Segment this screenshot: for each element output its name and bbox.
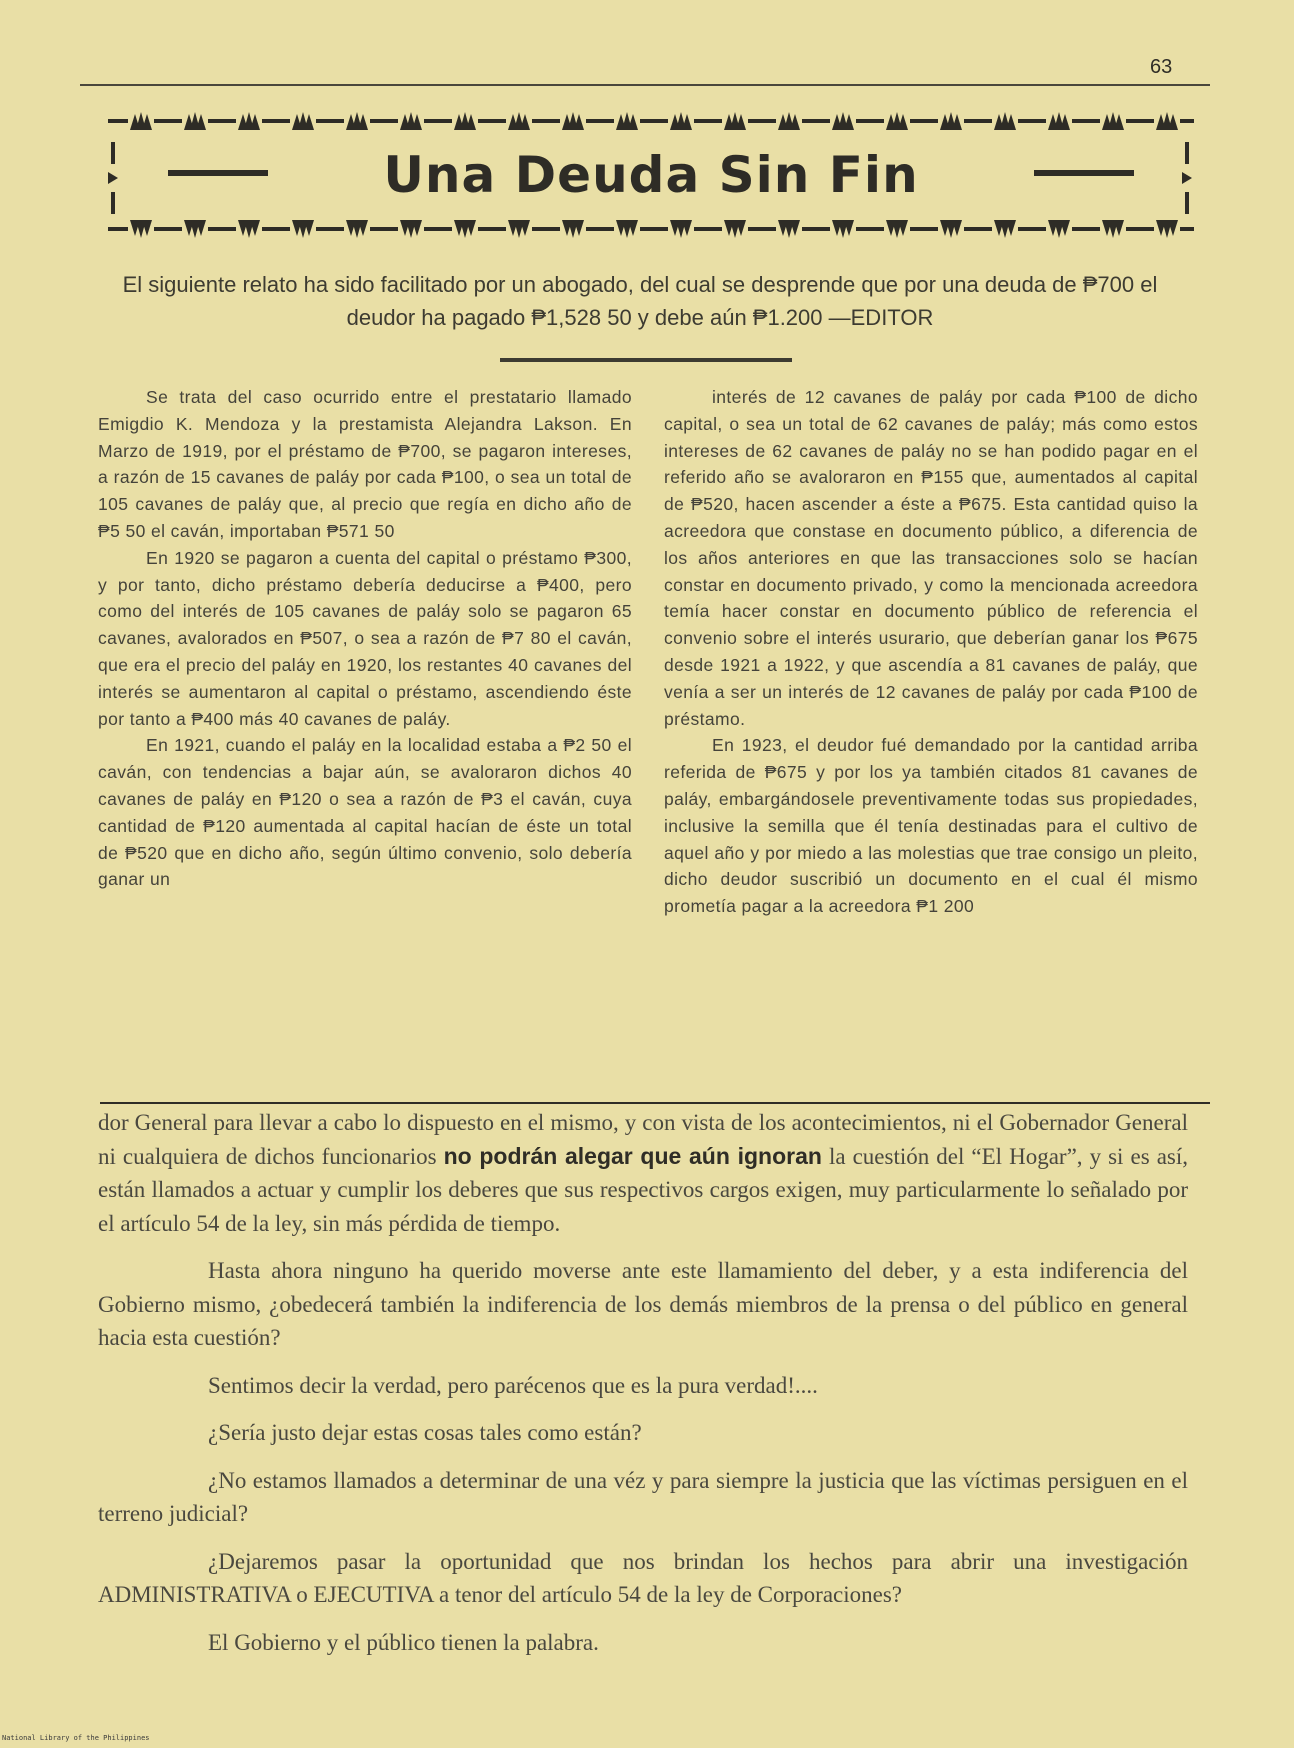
closing-bold-phrase: no podrán alegar que aún ignoran [443, 1142, 822, 1169]
page-number: 63 [1150, 56, 1173, 78]
article-paragraph: En 1921, cuando el paláy en la localidad estaba a ₱2 50 el caván, con tendencias a bajar aún, se avaloraron dichos 40 cavanes de paláy en ₱120 o sea a razón de ₱3 el caván, cuya cantidad de ₱120 aumentada al capital hacían de éste un total de ₱520 que en dicho año, según último convenio, solo debería ganar un [98, 735, 632, 890]
ornamental-border-top [108, 110, 1194, 132]
closing-paragraph: El Gobierno y el público tienen la palabra. [208, 1629, 599, 1655]
title-dash-right [1034, 170, 1134, 176]
closing-text [98, 1106, 1188, 1673]
article-paragraph: interés de 12 cavanes de paláy por cada ₱100 de dicho capital, o sea un total de 62 cavanes de paláy; más como estos intereses de 62 cavanes de paláy no se han podido pagar en el referido año se avaloraron en ₱155 que, aumentados al capital de ₱520, hacen ascender a éste a ₱675. Esta cantidad quiso la acreedora que constase en documento público, a diferencia de los años anteriores en que las transacciones solo se hacían constar en documento privado, y como la mencionada acreedora temía hacer constar en documento público de referencia el convenio sobre el interés usurario, que deberían ganar los ₱675 desde 1921 a 1922, y que ascendía a 81 cavanes de paláy, que venía a ser un interés de 12 cavanes de paláy por cada ₱100 de préstamo. [664, 387, 1198, 729]
article-title: Una Deuda Sin Fin [383, 146, 919, 204]
article-paragraph: Se trata del caso ocurrido entre el prestatario llamado Emigdio K. Mendoza y la prestamista Alejandra Lakson. En Marzo de 1919, por el préstamo de ₱700, se pagaron intereses, a razón de 15 cavanes de paláy por cada ₱100, o sea un total de 105 cavanes de paláy que, al precio que regía en dicho año de ₱5 50 el caván, importaban ₱571 50 [98, 387, 632, 541]
closing-paragraph: Sentimos decir la verdad, pero parécenos que es la pura verdad!.... [208, 1372, 818, 1398]
closing-paragraph [98, 1106, 1188, 1240]
article-column-left [98, 384, 632, 893]
intro-divider [500, 358, 792, 362]
header-rule [80, 84, 1210, 86]
title-banner [108, 140, 1194, 210]
section-divider [100, 1102, 1210, 1104]
closing-text-segment: la cuestión del “El Hogar”, y si es así, están llamados a actuar y cumplir los deberes que sus respectivos cargos exigen, muy particularmente lo señalado por el artículo 54 de la ley, sin más pérdida de tiempo. [98, 1143, 1188, 1236]
ornament-left [106, 142, 120, 222]
closing-paragraph: ¿Dejaremos pasar la oportunidad que nos brindan los hechos para abrir una investigación ADMINISTRATIVA o EJECUTIVA a tenor del artículo 54 de la ley de Corporaciones? [98, 1548, 1188, 1607]
ornamental-border-bottom [108, 218, 1194, 240]
closing-text-segment: dor General para llevar a cabo lo dispuesto en el mismo, y con vista de los acontecimientos, ni el Gobernador General ni cualquiera de dichos funcionarios [98, 1110, 1188, 1169]
article-paragraph: En 1920 se pagaron a cuenta del capital o préstamo ₱300, y por tanto, dicho préstamo debería deducirse a ₱400, pero como del interés de 105 cavanes de paláy solo se pagaron 65 cavanes, avalorados en ₱507, o sea a razón de ₱7 80 el caván, que era el precio del paláy en 1920, los restantes 40 cavanes del interés se aumentaron al capital o préstamo, ascendiendo éste por tanto a ₱400 más 40 cavanes de paláy. [98, 547, 632, 729]
footer-credit: National Library of the Philippines [2, 1734, 150, 1742]
ornament-right [1180, 142, 1194, 222]
closing-paragraph: ¿Sería justo dejar estas cosas tales como están? [208, 1420, 642, 1445]
closing-paragraph: Hasta ahora ninguno ha querido moverse ante este llamamiento del deber, y a esta indiferencia del Gobierno mismo, ¿obedecerá también la indiferencia de los demás miembros de la prensa o del público en general hacia esta cuestión? [98, 1258, 1188, 1350]
article-paragraph: En 1923, el deudor fué demandado por la cantidad arriba referida de ₱675 y por los ya también citados 81 cavanes de paláy, embargándosele preventivamente todas sus propiedades, inclusive la semilla que él tenía destinadas para el cultivo de aquel año y por miedo a las molestias que trae consigo un pleito, dicho deudor suscribió un documento en el cual él mismo prometía pagar a la acreedora ₱1 200 [664, 735, 1198, 917]
editor-note: El siguiente relato ha sido facilitado por un abogado, del cual se desprende que por una deuda de ₱700 el deudor ha pagado ₱1,528 50 y debe aún ₱1.200 —EDITOR [122, 272, 1158, 330]
article-column-right [664, 384, 1198, 920]
closing-paragraph: ¿No estamos llamados a determinar de una véz y para siempre la justicia que las víctimas persiguen en el terreno judicial? [98, 1467, 1188, 1526]
